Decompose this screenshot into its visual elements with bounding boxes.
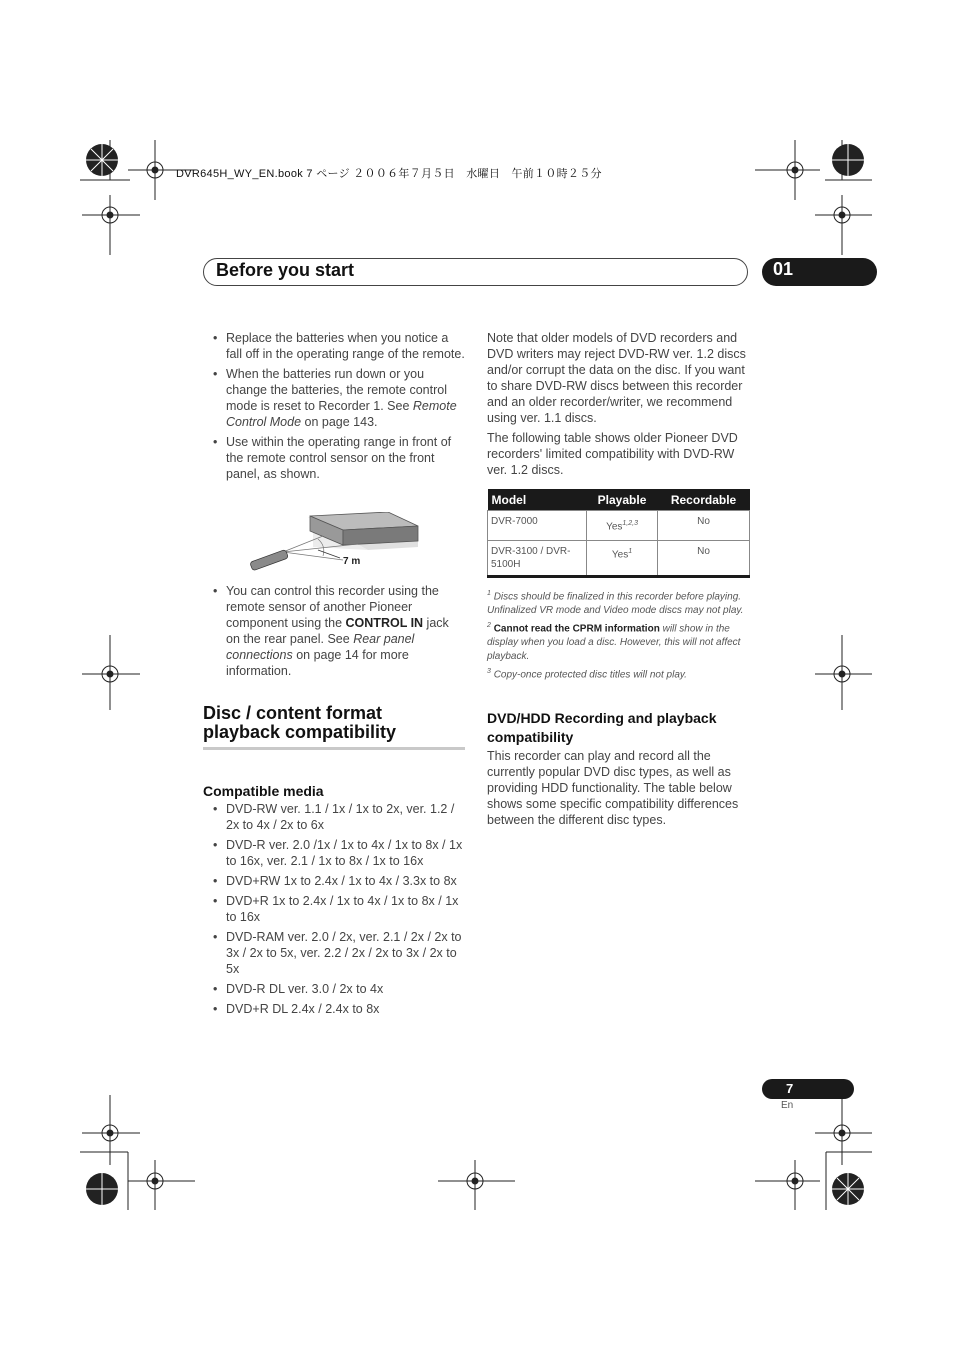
paragraph: Note that older models of DVD recorders and DVD writers may reject DVD-RW ver. 1.2 discs and/or corrupt the data on the disc. If you want to share DVD-RW discs between this recorder and an older recorder/writer, we recommend using ver. 1.1 discs.: [487, 331, 746, 425]
list-item: • You can control this recorder using the remote sensor of another Pioneer component using the CONTROL IN jack on the rear panel. See Rear panel connections on page 14 for more information.: [203, 583, 465, 679]
list-item: • DVD-RAM ver. 2.0 / 2x, ver. 2.1 / 2x / 2x to 3x / 2x to 5x, ver. 2.2 / 2x / 2x to 3x / 2x to 5x: [203, 929, 465, 977]
list-item: • DVD+R DL 2.4x / 2.4x to 8x: [203, 1001, 465, 1017]
page-number-tab: [762, 1079, 854, 1099]
footnote: $^3$ Copy-once protected disc titles will not play.: [487, 668, 687, 681]
column-header: Model: [488, 489, 587, 511]
column-header: Recordable: [658, 489, 750, 511]
playable-cell: Yes$^1$: [587, 541, 658, 577]
list-item: • DVD+R 1x to 2.4x / 1x to 4x / 1x to 8x / 1x to 16x: [203, 893, 465, 925]
print-info: DVR645H_WY_EN.book 7 ページ ２００６年７月５日 水曜日 午前１０時２５分: [176, 168, 602, 180]
table-row: [488, 511, 750, 541]
dvd-hdd-body: This recorder can play and record all the currently popular DVD disc types, as well as providing HDD functionality. The table below shows some specific compatibility differences between the different disc types.: [487, 749, 739, 827]
list-item: • DVD+RW 1x to 2.4x / 1x to 4x / 3.3x to 8x: [203, 873, 465, 889]
remote-tips: [203, 330, 465, 486]
range-label: 7 m: [343, 556, 361, 567]
model-cell: DVR-7000: [488, 511, 587, 541]
page-title: Before you start: [216, 260, 355, 280]
paragraph: The following table shows older Pioneer DVD recorders' limited compatibility with DVD-RW ver. 1.2 discs.: [487, 431, 738, 477]
section-heading: [203, 704, 465, 750]
list-item: • DVD-R ver. 2.0 /1x / 1x to 4x / 1x to 8x / 1x to 16x, ver. 2.1 / 1x to 8x / 1x to 16x: [203, 837, 465, 869]
remote-range-illustration: [248, 512, 448, 577]
list-item: • DVD-RW ver. 1.1 / 1x / 1x to 2x, ver. 1.2 / 2x to 4x / 2x to 6x: [203, 801, 465, 833]
compatible-media-list: [203, 801, 465, 1021]
compatible-media-heading: Compatible media: [203, 783, 324, 799]
list-item: • Replace the batteries when you notice a fall off in the operating range of the remote.: [203, 330, 465, 362]
footnotes: [487, 587, 749, 682]
footnote: $^2$ Cannot read the CPRM information will show in the display when you load a disc. However, this will not affect playback.: [487, 622, 741, 662]
recordable-cell: No: [658, 541, 750, 577]
section-title-line1: Disc / content format: [203, 703, 383, 723]
page-number: 7: [786, 1081, 794, 1096]
chapter-number: 01: [773, 259, 794, 279]
control-in-tip: [203, 583, 465, 683]
recordable-cell: No: [658, 511, 750, 541]
model-cell: DVR-3100 / DVR-5100H: [488, 541, 587, 577]
section-divider: [203, 747, 465, 750]
footnote: $^1$ Discs should be finalized in this recorder before playing. Unfinalized VR mode and Video mode discs may not play.: [487, 590, 744, 616]
table-row: [488, 541, 750, 577]
dvd-rw-note: [487, 330, 749, 478]
table-header-row: [488, 489, 750, 511]
dvd-hdd-heading: DVD/HDD Recording and playback compatibility: [487, 710, 717, 745]
section-title-line2: playback compatibility: [203, 722, 397, 742]
playable-cell: Yes$^{1,2,3}$: [587, 511, 658, 541]
page-language: En: [781, 1100, 794, 1111]
list-item: • When the batteries run down or you change the batteries, the remote control mode is reset to Recorder 1. See Remote Control Mode on page 143.: [203, 366, 465, 430]
compatibility-table: [487, 489, 750, 578]
column-header: Playable: [587, 489, 658, 511]
list-item: • Use within the operating range in front of the remote control sensor on the front panel, as shown.: [203, 434, 465, 482]
list-item: • DVD-R DL ver. 3.0 / 2x to 4x: [203, 981, 465, 997]
